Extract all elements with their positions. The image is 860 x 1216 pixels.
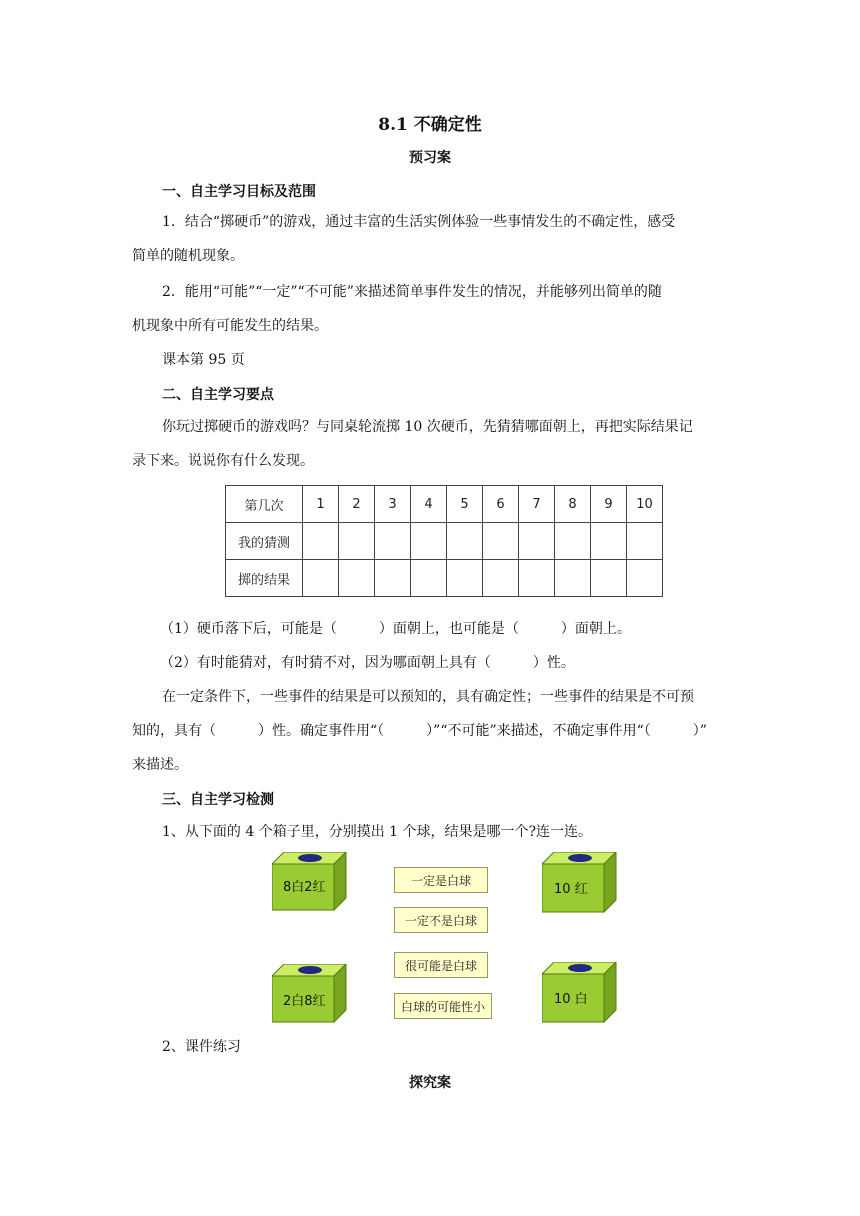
col-header: 5 (447, 486, 483, 523)
table-cell[interactable] (519, 523, 555, 560)
col-header: 7 (519, 486, 555, 523)
table-cell[interactable] (303, 560, 339, 597)
footer-heading: 探究案 (409, 1075, 451, 1091)
col-header: 2 (339, 486, 375, 523)
row-label-result: 掷的结果 (226, 560, 303, 597)
table-cell[interactable] (339, 560, 375, 597)
table-cell[interactable] (339, 523, 375, 560)
section2-heading: 二、自主学习要点 (162, 387, 274, 403)
table-cell[interactable] (483, 523, 519, 560)
option-definitely-not-white[interactable]: 一定不是白球 (394, 907, 488, 933)
table-row-guess (226, 523, 663, 560)
coin-toss-table (225, 485, 663, 597)
page-title: 8.1 不确定性 (378, 115, 482, 135)
para-line1: 在一定条件下，一些事件的结果是可以预知的，具有确定性；一些事件的结果是不可预 (162, 689, 694, 705)
table-cell[interactable] (375, 523, 411, 560)
goal2-line1: 2．能用“可能”“一定”“不可能”来描述简单事件发生的情况，并能够列出简单的随 (162, 284, 662, 300)
table-cell[interactable] (411, 560, 447, 597)
col-header: 1 (303, 486, 339, 523)
table-cell[interactable] (483, 560, 519, 597)
header-label: 第几次 (226, 486, 303, 523)
option-very-likely-white[interactable]: 很可能是白球 (394, 952, 488, 978)
exercise-2: 2、课件练习 (162, 1039, 241, 1055)
option-white-unlikely[interactable]: 白球的可能性小 (394, 993, 492, 1019)
table-cell[interactable] (519, 560, 555, 597)
col-header: 6 (483, 486, 519, 523)
table-cell[interactable] (411, 523, 447, 560)
col-header: 3 (375, 486, 411, 523)
textbook-scope: 课本第 95 页 (162, 352, 245, 368)
table-cell[interactable] (303, 523, 339, 560)
para-line3: 来描述。 (132, 757, 188, 773)
table-cell[interactable] (555, 560, 591, 597)
table-cell[interactable] (591, 560, 627, 597)
table-cell[interactable] (375, 560, 411, 597)
box-label: 8白2红 (283, 880, 326, 895)
goal2-line2: 机现象中所有可能发生的结果。 (132, 318, 328, 334)
section1-heading: 一、自主学习目标及范围 (162, 184, 316, 200)
goal1-line2: 简单的随机现象。 (132, 248, 244, 264)
intro-line2: 录下来。说说你有什么发现。 (132, 453, 314, 469)
col-header: 8 (555, 486, 591, 523)
table-cell[interactable] (447, 560, 483, 597)
intro-line1: 你玩过掷硬币的游戏吗？与同桌轮流掷 10 次硬币，先猜猜哪面朝上，再把实际结果记 (162, 419, 693, 435)
box-label: 10 白 (554, 992, 588, 1007)
exercise-1: 1、从下面的 4 个箱子里，分别摸出 1 个球，结果是哪一个?连一连。 (162, 824, 593, 840)
table-header-row (226, 486, 663, 523)
table-cell[interactable] (555, 523, 591, 560)
col-header: 4 (411, 486, 447, 523)
section-subtitle: 预习案 (409, 150, 451, 166)
option-definitely-white[interactable]: 一定是白球 (394, 867, 488, 893)
box-label: 10 红 (554, 882, 588, 897)
question-2: （2）有时能猜对，有时猜不对，因为哪面朝上具有（ ）性。 (160, 655, 575, 671)
row-label-guess: 我的猜测 (226, 523, 303, 560)
table-cell[interactable] (447, 523, 483, 560)
goal1-line1: 1．结合“掷硬币”的游戏，通过丰富的生活实例体验一些事情发生的不确定性，感受 (162, 214, 676, 230)
para-line2: 知的，具有（ ）性。确定事件用“（ ）”“不可能”来描述，不确定事件用“（ ）” (132, 723, 707, 739)
table-cell[interactable] (627, 523, 663, 560)
table-cell[interactable] (591, 523, 627, 560)
section3-heading: 三、自主学习检测 (162, 792, 274, 808)
box-label: 2白8红 (283, 994, 326, 1009)
col-header: 10 (627, 486, 663, 523)
table-cell[interactable] (627, 560, 663, 597)
question-1: （1）硬币落下后，可能是（ ）面朝上，也可能是（ ）面朝上。 (160, 621, 631, 637)
table-row-result (226, 560, 663, 597)
col-header: 9 (591, 486, 627, 523)
